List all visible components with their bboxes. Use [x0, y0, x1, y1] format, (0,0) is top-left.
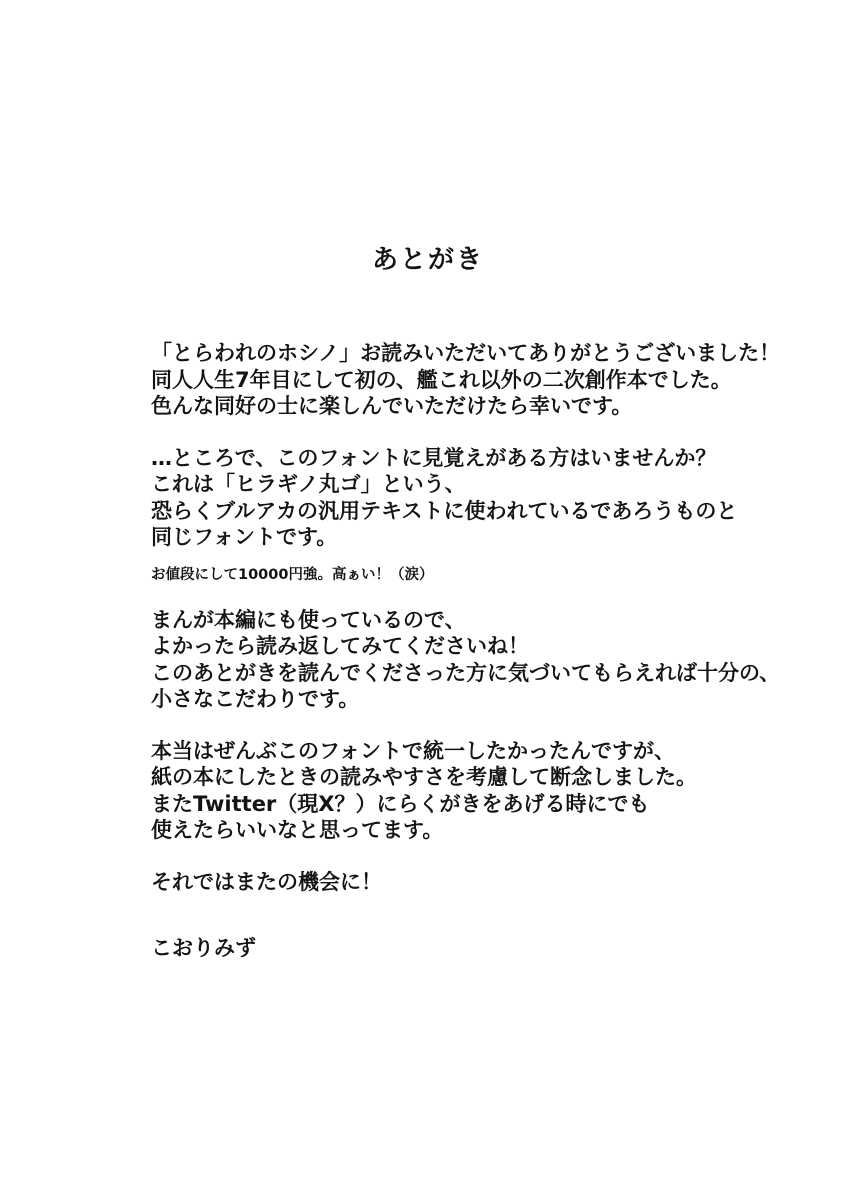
paragraph-spacer [151, 420, 791, 445]
text-line: またTwitter（現X？）にらくがきをあげる時にでも [151, 791, 650, 816]
paragraph-spacer [151, 844, 791, 869]
paragraph-spacer [151, 551, 791, 565]
text-line: よかったら読み返してみてくださいね！ [151, 634, 529, 658]
paragraph-spacer [151, 585, 791, 607]
paragraph-spacer [151, 713, 791, 738]
text-line: 紙の本にしたときの読みやすさを考慮して断念しました。 [151, 765, 697, 789]
price-note [151, 565, 791, 585]
text-line: このあとがきを読んでくださった方に気づいてもらえれば十分の、 [151, 660, 781, 685]
paragraph-font [151, 445, 791, 551]
page-title: あとがき [371, 245, 484, 275]
author-name: こおりみず [151, 936, 256, 960]
signature [151, 935, 791, 962]
text-line: それではまたの機会に！ [151, 869, 382, 894]
text-line: 同じフォントです。 [151, 525, 338, 549]
text-line: 「とらわれのホシノ」お読みいただいてありがとうございました！ [151, 341, 781, 365]
text-line: 使えたらいいなと思ってます。 [151, 818, 444, 842]
paragraph-manga [151, 607, 791, 713]
text-line: これは「ヒラギノ丸ゴ」という、 [151, 472, 466, 496]
text-line: …ところで、このフォントに見覚えがある方はいませんか？ [151, 445, 717, 470]
text-line: 小さなこだわりです。 [151, 687, 360, 711]
text-line: 本当はぜんぶこのフォントで統一したかったんですが、 [151, 738, 675, 763]
paragraph-unify [151, 738, 791, 844]
text-line: 恐らくブルアカの汎用テキストに使われているであろうものと [151, 498, 738, 523]
text-line: 同人人生7年目にして初の、艦これ以外の二次創作本でした。 [151, 367, 732, 392]
afterword-body [151, 340, 791, 962]
closing-line [151, 869, 791, 896]
paragraph-spacer [151, 895, 791, 935]
paragraph-thanks [151, 340, 791, 420]
text-line: まんが本編にも使っているので、 [151, 607, 466, 632]
text-line: 色んな同好の士に楽しんでいただけたら幸いです。 [151, 394, 633, 418]
note-line: お値段にして10000円強。高ぁい！（涙） [151, 566, 434, 583]
